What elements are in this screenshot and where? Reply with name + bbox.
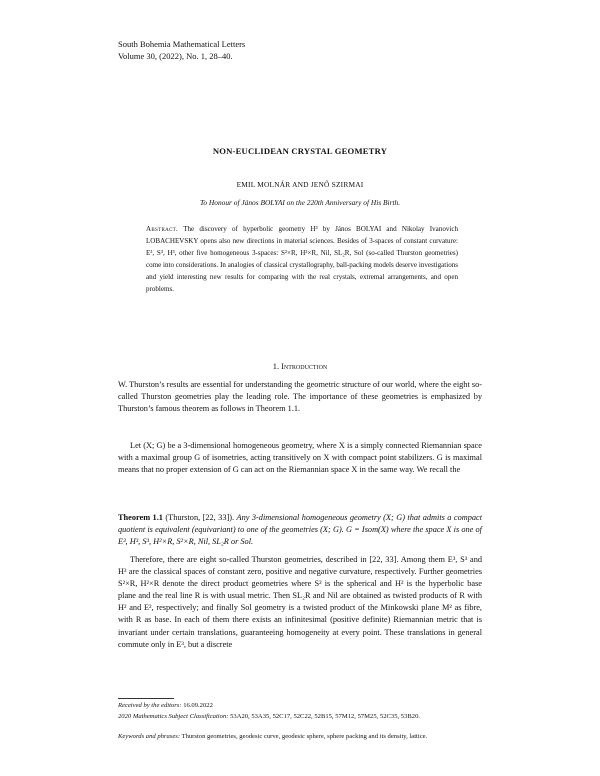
msc-label: 2020 Mathematics Subject Classification: [118,713,229,720]
theorem-1-1 [118,512,482,548]
journal-volume: Volume 30, (2022), No. 1, 28–40. [118,51,233,61]
keywords-text: Thurston geometries, geodesic curve, geodesic sphere, sphere packing and its density, lattice. [181,733,428,740]
received-label: Received by the editors: [118,702,182,709]
paragraph-1: W. Thurston’s results are essential for understanding the geometric structure of our world, where the eight so-called Thurston geometries play the leading role. The importance of these geometries is emphasized by Thurston’s famous theorem as follows in Theorem 1.1. [118,380,482,414]
theorem-label: Theorem 1.1 [118,513,163,522]
abstract-label: Abstract. [146,225,179,233]
footnote-keywords [118,732,482,742]
msc-codes: 53A20, 53A35, 52C17, 52C22, 52B15, 57M12, 57M25, 52C35, 53B20. [230,713,421,720]
section-heading [0,362,600,371]
theorem-citation: (Thurston, [22, 33]). [165,513,235,522]
keywords-label: Keywords and phrases: [118,733,181,740]
footnote-rule [118,698,174,699]
section-title: Introduction [281,362,328,371]
abstract [146,224,458,295]
theorem-statement: Any 3-dimensional homogeneous geometry (X; G) that admits a compact quotient is equivalent (equivariant) to one of the geometries (X; G). G = Isom(X) where the space X is one of E³, H³, S³, H²×R, S²×R, Nil, SL₂R or Sol. [118,513,483,547]
section-number: 1. [272,362,280,371]
paragraph-2: Let (X; G) be a 3-dimensional homogeneous geometry, where X is a simply connected Riemannian space with a maximal group G of isometries, acting transitively on X with compact point stabilizers. G is maximal means that no proper extension of G can act on the Riemannian space X in the same way. We recall the [118,441,482,475]
journal-name: South Bohemia Mathematical Letters [118,39,246,49]
abstract-text: The discovery of hyperbolic geometry H³ by János BOLYAI and Nikolay Ivanovich LOBACHEVSKY opens also new directions in material sciences. Besides of 3-spaces of constant curvature: E³, S³, H³, other five homogeneous 3-spaces: S²×R, H²×R, Nil, SL₂R, Sol (so-called Thurston geometries) come into considerations. In analogies of classical crystallography, ball-packing models deserve investigations and yield interesting new results for comparing with the real crystals, extremal arrangements, and open problems. [146,225,458,293]
journal-header [118,38,245,62]
dedication: To Honour of János BOLYAI on the 220th Anniversary of His Birth. [199,198,401,207]
footnote-received [118,701,482,711]
footnote-msc [118,712,482,722]
paragraph-3: Therefore, there are eight so-called Thurston geometries, described in [22, 33]. Among them E³, S³ and H³ are the classical spaces of constant zero, positive and negative curvature, respectively. Further geometries S²×R, H²×R denote the direct product geometries where S² is the spherical and H² is the hyperbolic base plane and the real line R is with usual metric. Then SL₂R and Nil are obtained as twisted products of R with H² and E², respectively; and finally Sol geometry is a twisted product of the Minkowski plane M² as fibre, with R as base. In each of them there exists an infinitesimal (positive definite) Riemannian metric that is invariant under certain translations, guaranteeing homogeneity at every point. These translations in general commute only in E³, but a discrete [118,555,482,649]
paper-authors: EMIL MOLNÁR AND JENŐ SZIRMAI [236,180,364,189]
paper-title: NON-EUCLIDEAN CRYSTAL GEOMETRY [212,146,388,156]
received-date: 16.09.2022 [183,702,213,709]
